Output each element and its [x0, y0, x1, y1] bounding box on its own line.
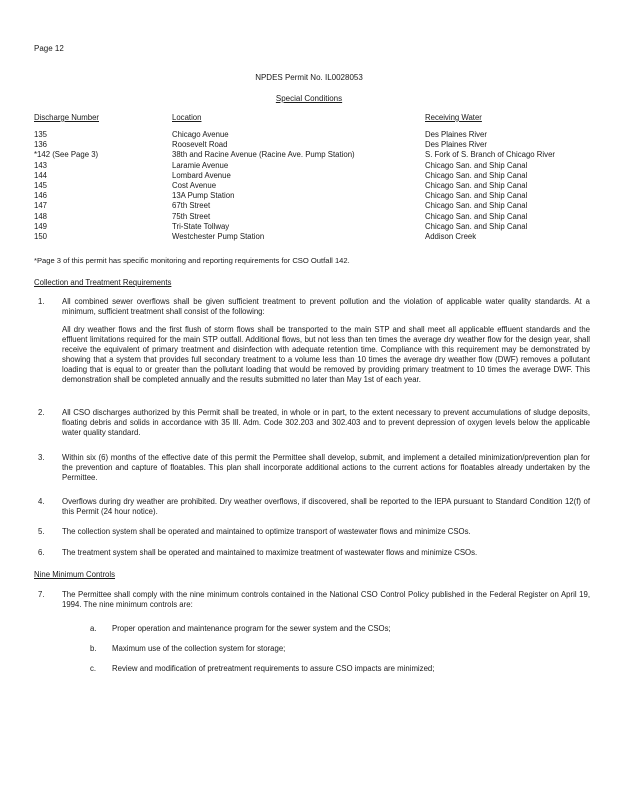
table-row [34, 161, 594, 171]
discharge-number-cell: 135 [34, 130, 48, 139]
item-number: 2. [38, 408, 45, 417]
table-row [34, 212, 594, 222]
location-cell: 75th Street [172, 211, 211, 221]
location-cell: 13A Pump Station [172, 191, 235, 201]
discharge-number-cell: 149 [34, 221, 48, 231]
receiving-water-cell: Chicago San. and Ship Canal [425, 211, 528, 221]
table-row [34, 171, 594, 181]
item-text: The collection system shall be operated and maintained to optimize transport of wastewater flows and minimize CSOs. [62, 527, 471, 536]
table-footnote: *Page 3 of this permit has specific monitoring and reporting requirements for CSO Outfall 142. [34, 256, 350, 265]
subitem-text: Maximum use of the collection system for storage; [112, 644, 286, 653]
condition-item-5 [34, 527, 590, 537]
receiving-water-cell: Chicago San. and Ship Canal [425, 170, 528, 180]
discharge-number-cell: 150 [34, 231, 48, 241]
item-number: 5. [38, 527, 45, 536]
discharge-number-cell: 148 [34, 211, 48, 221]
discharge-number-cell: 143 [34, 160, 48, 170]
receiving-water-cell: Chicago San. and Ship Canal [425, 191, 528, 201]
column-header-discharge: Discharge Number [34, 113, 99, 122]
location-cell: Tri-State Tollway [172, 221, 230, 231]
receiving-water-cell: Addison Creek [425, 231, 477, 241]
column-header-location: Location [172, 113, 202, 122]
item-number: 4. [38, 497, 45, 506]
receiving-water-cell: Chicago San. and Ship Canal [425, 160, 528, 170]
item-subparagraph: All dry weather flows and the first flush of storm flows shall be transported to the main STP and shall meet all applicable effluent standards and the effluent limitations required for the main STP outfall. Additional flows, but not less than ten times the average dry weather flow for the design year, shall receive the equivalent of primary treatment and disinfection with adequate retention time. Compliance with this requirement may be demonstrated by showing that a system that provides full secondary treatment to a volume less than 10 times the average dry weather flow (DWF) removes a pollutant loading that is equal to or greater than the pollutant loading that would be removed by providing primary treatment to 10 times the average DWF. This demonstration shall be completed annually and the results submitted no later than May 1st of each year. [62, 325, 590, 384]
table-row [34, 222, 594, 232]
condition-item-2 [34, 408, 590, 438]
subitem-label: a. [90, 624, 97, 633]
permit-title: NPDES Permit No. IL0028053 [255, 73, 363, 82]
location-cell: Chicago Avenue [172, 130, 229, 139]
receiving-water-cell: Chicago San. and Ship Canal [425, 180, 528, 190]
item-number: 3. [38, 453, 45, 462]
condition-item-7 [34, 590, 590, 610]
condition-item-4 [34, 497, 590, 517]
table-row [34, 130, 594, 140]
subitem-text: Proper operation and maintenance program for the sewer system and the CSOs; [112, 624, 391, 633]
table-row [34, 191, 594, 201]
section-title-nine-minimum-controls: Nine Minimum Controls [34, 570, 116, 579]
location-cell: Lombard Avenue [172, 170, 231, 180]
condition-item-3 [34, 453, 590, 483]
item-number: 7. [38, 590, 45, 599]
item-text: Within six (6) months of the effective date of this permit the Permittee shall develop, submit, and implement a detailed minimization/prevention plan for the prevention and capture of floatables. This plan shall incorporate additional actions to the current actions for floatables already undertaken by the Permittee. [62, 453, 590, 482]
receiving-water-cell: Chicago San. and Ship Canal [425, 221, 528, 231]
receiving-water-cell: Des Plaines River [425, 140, 487, 150]
discharge-number-cell: *142 (See Page 3) [34, 150, 99, 160]
item-number: 1. [38, 297, 45, 306]
discharge-number-cell: 144 [34, 170, 48, 180]
item-text: The treatment system shall be operated and maintained to maximize treatment of wastewater flows and minimize CSOs. [62, 548, 478, 557]
subitem-label: b. [90, 644, 97, 653]
condition-item-1 [34, 297, 590, 385]
item-text: Overflows during dry weather are prohibited. Dry weather overflows, if discovered, shall be reported to the IEPA pursuant to Standard Condition 12(f) of this Permit (24 hour notice). [62, 497, 590, 516]
location-cell: 38th and Racine Avenue (Racine Ave. Pump Station) [172, 150, 355, 160]
table-row [34, 232, 594, 242]
control-subitem-a [90, 624, 590, 634]
control-subitem-b [90, 644, 590, 654]
table-row [34, 140, 594, 150]
receiving-water-cell: Des Plaines River [425, 130, 487, 139]
discharge-number-cell: 147 [34, 201, 48, 211]
discharge-number-cell: 136 [34, 140, 48, 150]
location-cell: Cost Avenue [172, 180, 217, 190]
outfall-table [34, 130, 594, 242]
item-text: All CSO discharges authorized by this Permit shall be treated, in whole or in part, to the extent necessary to prevent accumulations of sludge deposits, floating debris and solids in accordance with 35 Ill. Adm. Code 302.203 and 302.403 and to prevent depression of oxygen levels below the applicable water quality standard. [62, 408, 590, 437]
special-conditions-title: Special Conditions [275, 94, 343, 103]
item-text: All combined sewer overflows shall be given sufficient treatment to prevent pollution and the violation of applicable water quality standards. At a minimum, sufficient treatment shall consist of the following: [62, 297, 590, 316]
table-row [34, 181, 594, 191]
location-cell: Laramie Avenue [172, 160, 229, 170]
subitem-text: Review and modification of pretreatment requirements to assure CSO impacts are minimized; [112, 664, 435, 673]
item-text: The Permittee shall comply with the nine minimum controls contained in the National CSO Control Policy published in the Federal Register on April 19, 1994. The nine minimum controls are: [62, 590, 590, 609]
receiving-water-cell: Chicago San. and Ship Canal [425, 201, 528, 211]
discharge-number-cell: 146 [34, 191, 48, 201]
table-row [34, 201, 594, 211]
discharge-number-cell: 145 [34, 180, 48, 190]
location-cell: Roosevelt Road [172, 140, 228, 150]
control-subitem-c [90, 664, 590, 674]
location-cell: Westchester Pump Station [172, 231, 265, 241]
page-number: Page 12 [34, 44, 64, 53]
column-header-receiving-water: Receiving Water [425, 113, 482, 122]
section-title-collection: Collection and Treatment Requirements [34, 278, 172, 287]
condition-item-6 [34, 548, 590, 558]
subitem-label: c. [90, 664, 97, 673]
receiving-water-cell: S. Fork of S. Branch of Chicago River [425, 150, 556, 160]
item-number: 6. [38, 548, 45, 557]
location-cell: 67th Street [172, 201, 211, 211]
table-row [34, 150, 594, 160]
